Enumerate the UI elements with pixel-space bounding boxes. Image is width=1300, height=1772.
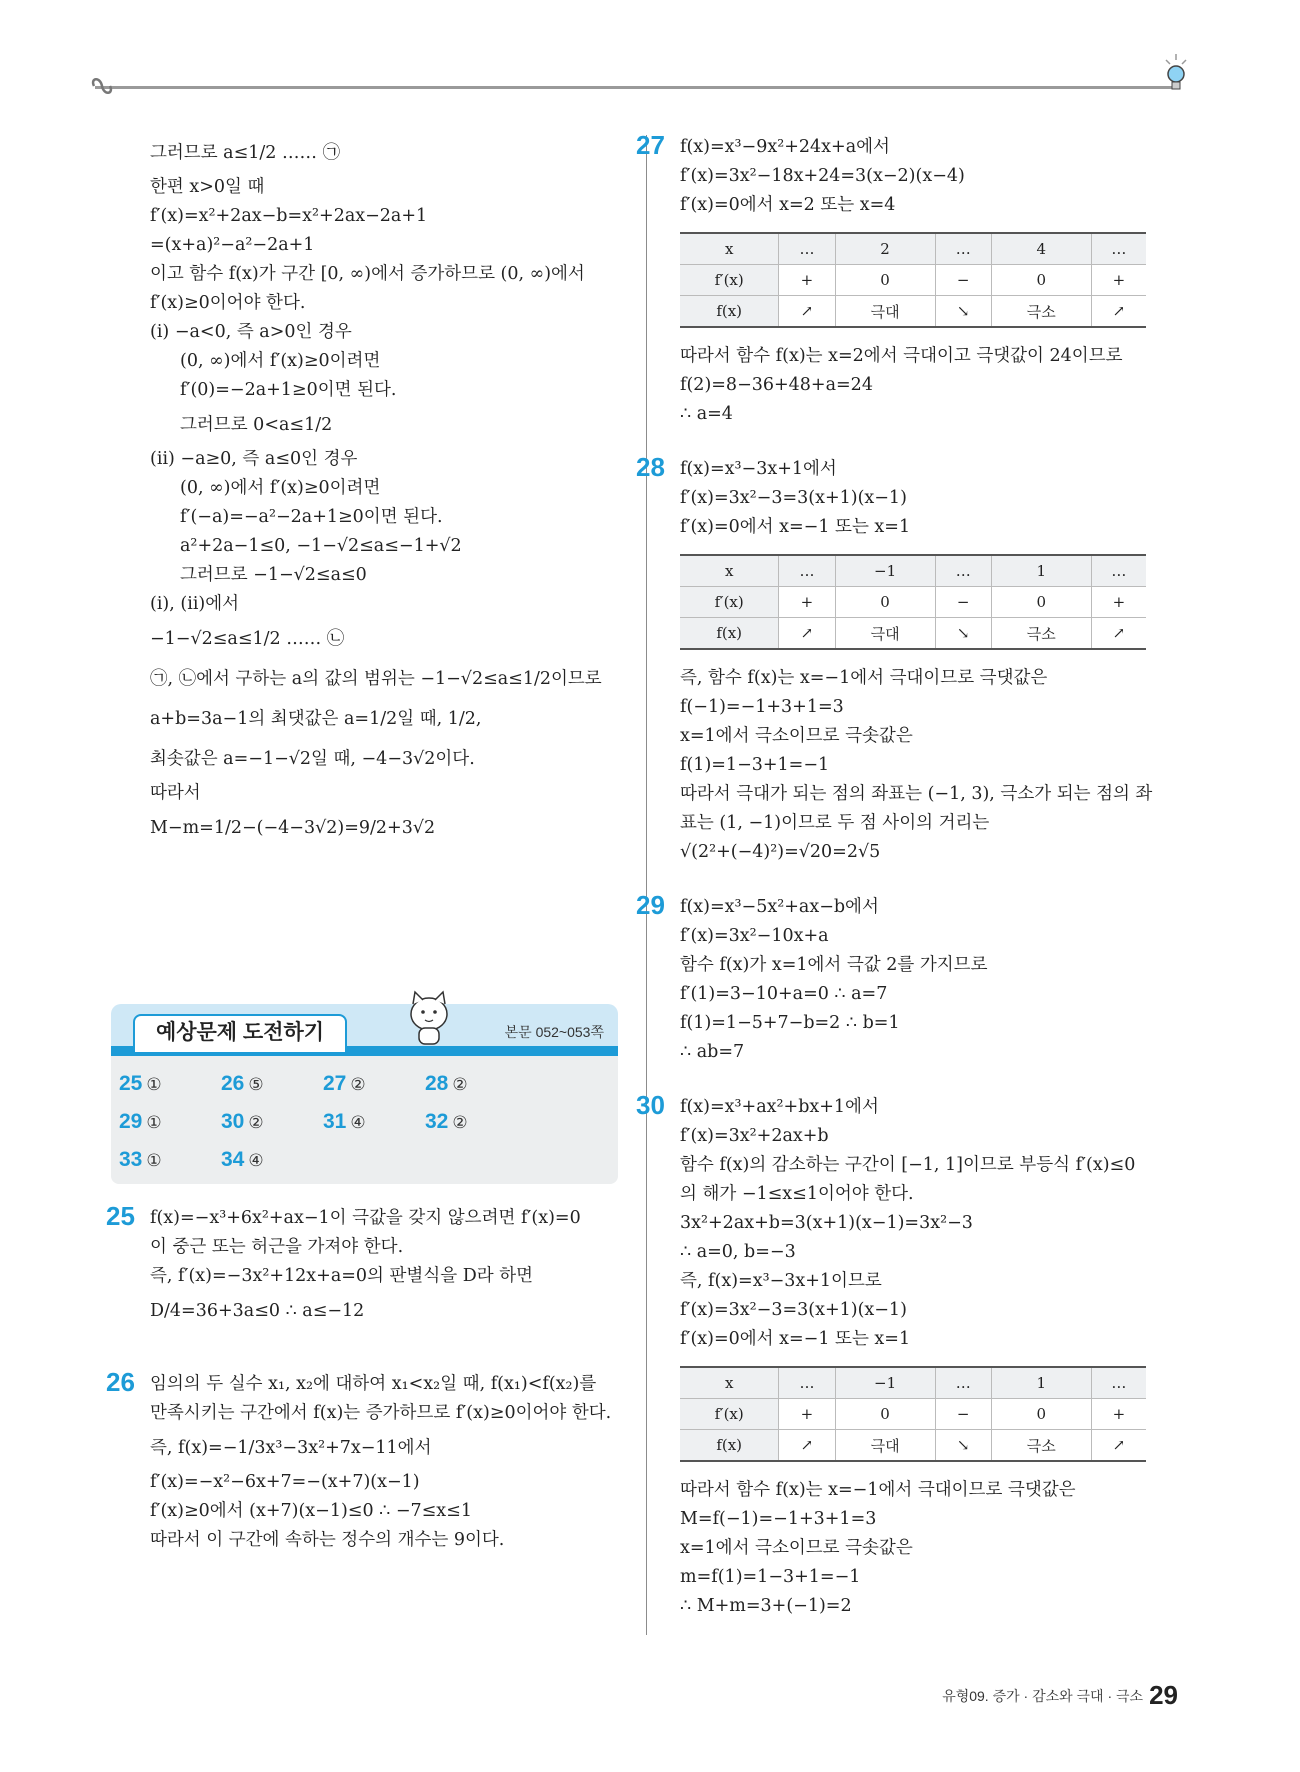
table-cell: f′(x) (680, 1399, 779, 1430)
solution-line: 따라서 극대가 되는 점의 좌표는 (−1, 3), 극소가 되는 점의 좌 (680, 784, 1153, 804)
solution-line: f(x)=−x³+6x²+ax−1이 극값을 갖지 않으려면 f′(x)=0 (150, 1208, 581, 1228)
answer-grid (111, 1056, 618, 1184)
solution-line: 이 중근 또는 허근을 가져야 한다. (150, 1237, 404, 1257)
table-cell: ↗ (779, 1430, 835, 1462)
solution-line: x=1에서 극소이므로 극솟값은 (680, 1538, 913, 1558)
solution-line: 그러므로 a≤1/2 …… ㉠ (150, 143, 341, 163)
problem-30 (636, 1090, 1180, 1621)
preview-title: 예상문제 도전하기 (133, 1014, 347, 1052)
table-cell: … (779, 1367, 835, 1399)
solution-line: f′(0)=−2a+1≥0이면 된다. (180, 380, 397, 400)
sign-table (680, 232, 1146, 328)
table-row (680, 233, 1146, 265)
solution-line: (0, ∞)에서 f′(x)≥0이려면 (180, 351, 381, 371)
table-cell: − (935, 587, 991, 618)
solution-line: f(1)=1−5+7−b=2 ∴ b=1 (680, 1013, 900, 1033)
solution-line: a²+2a−1≤0, −1−√2≤a≤−1+√2 (180, 536, 462, 556)
solution-line: ㉠, ㉡에서 구하는 a의 값의 범위는 −1−√2≤a≤1/2이므로 (150, 669, 602, 689)
answer-item: 32 ② (425, 1110, 468, 1133)
lightbulb-icon (1163, 52, 1189, 98)
solution-line: D/4=36+3a≤0 ∴ a≤−12 (150, 1301, 365, 1321)
table-cell: … (935, 555, 991, 587)
table-cell: ↗ (1091, 296, 1146, 328)
table-cell: + (1091, 587, 1146, 618)
right-column (636, 130, 1180, 1621)
problem-28 (636, 452, 1180, 867)
solution-line: 함수 f(x)가 x=1에서 극값 2를 가지므로 (680, 955, 988, 975)
table-cell: 1 (991, 1367, 1091, 1399)
cat-mascot-icon (401, 988, 457, 1050)
table-cell: ↗ (1091, 1430, 1146, 1462)
table-cell: x (680, 1367, 779, 1399)
table-cell: … (779, 233, 835, 265)
table-row (680, 265, 1146, 296)
table-cell: 0 (835, 265, 935, 296)
table-cell: … (1091, 233, 1146, 265)
table-cell: + (1091, 1399, 1146, 1430)
problem-number: 28 (636, 452, 665, 482)
problem-25 (106, 1201, 620, 1331)
ribbon-icon (88, 74, 118, 98)
table-row (680, 555, 1146, 587)
solution-line: M−m=1/2−(−4−3√2)=9/2+3√2 (150, 818, 436, 838)
table-cell: 극대 (835, 296, 935, 328)
solution-line: f(2)=8−36+48+a=24 (680, 375, 873, 395)
problem-number: 26 (106, 1367, 135, 1397)
table-cell: 0 (835, 1399, 935, 1430)
solution-line: =(x+a)²−a²−2a+1 (150, 235, 315, 255)
table-cell: + (779, 1399, 835, 1430)
preview-answer-box (111, 1004, 618, 1184)
answer-item: 26 ⑤ (221, 1072, 264, 1095)
solution-line: 즉, f(x)=−1/3x³−3x²+7x−11에서 (150, 1438, 432, 1458)
table-cell: −1 (835, 1367, 935, 1399)
table-cell: 극소 (991, 1430, 1091, 1462)
table-cell: … (779, 555, 835, 587)
solution-line: f′(x)=−x²−6x+7=−(x+7)(x−1) (150, 1472, 420, 1492)
answer-item: 28 ② (425, 1072, 468, 1095)
solution-line: f′(x)=3x²−10x+a (680, 926, 829, 946)
solution-line: (ⅰ), (ⅱ)에서 (150, 594, 240, 614)
page-number: 29 (1149, 1680, 1178, 1710)
solution-line: 3x²+2ax+b=3(x+1)(x−1)=3x²−3 (680, 1213, 973, 1233)
table-cell: 1 (991, 555, 1091, 587)
solution-line: f′(x)=x²+2ax−b=x²+2ax−2a+1 (150, 206, 428, 226)
table-cell: ↘ (935, 296, 991, 328)
table-cell: x (680, 555, 779, 587)
solution-line: f′(x)=0에서 x=−1 또는 x=1 (680, 517, 911, 537)
sign-table (680, 554, 1146, 650)
solution-line: f′(x)=3x²−18x+24=3(x−2)(x−4) (680, 166, 965, 186)
table-cell: + (1091, 265, 1146, 296)
table-cell: 극소 (991, 618, 1091, 650)
table-row (680, 1430, 1146, 1462)
solution-line: (ⅱ) −a≥0, 즉 a≤0인 경우 (150, 449, 358, 469)
answer-item: 31 ④ (323, 1110, 366, 1133)
table-cell: 2 (835, 233, 935, 265)
solution-line: 즉, f′(x)=−3x²+12x+a=0의 판별식을 D라 하면 (150, 1266, 534, 1286)
left-column (150, 133, 620, 848)
solution-line: ∴ ab=7 (680, 1042, 745, 1062)
problem-number: 30 (636, 1090, 665, 1120)
table-cell: 극대 (835, 618, 935, 650)
solution-line: f(x)=x³+ax²+bx+1에서 (680, 1097, 879, 1117)
solution-line: f(x)=x³−5x²+ax−b에서 (680, 897, 879, 917)
table-cell: … (1091, 1367, 1146, 1399)
solution-line: (0, ∞)에서 f′(x)≥0이려면 (180, 478, 381, 498)
solution-line: 그러므로 0<a≤1/2 (180, 415, 333, 435)
solution-line: −1−√2≤a≤1/2 …… ㉡ (150, 629, 345, 649)
solution-line: ∴ M+m=3+(−1)=2 (680, 1596, 852, 1616)
solution-line: 따라서 함수 f(x)는 x=2에서 극대이고 극댓값이 24이므로 (680, 346, 1123, 366)
table-row (680, 1399, 1146, 1430)
solution-line: (ⅰ) −a<0, 즉 a>0인 경우 (150, 322, 352, 342)
solution-line: 따라서 함수 f(x)는 x=−1에서 극대이므로 극댓값은 (680, 1480, 1076, 1500)
table-cell: − (935, 265, 991, 296)
table-row (680, 296, 1146, 328)
solution-line: f(−1)=−1+3+1=3 (680, 697, 844, 717)
table-cell: 0 (835, 587, 935, 618)
solution-line: 만족시키는 구간에서 f(x)는 증가하므로 f′(x)≥0이어야 한다. (150, 1403, 612, 1423)
solution-line: f′(−a)=−a²−2a+1≥0이면 된다. (180, 507, 443, 527)
answer-item: 25 ① (119, 1072, 162, 1095)
table-cell: ↘ (935, 618, 991, 650)
sign-table (680, 1366, 1146, 1462)
solution-line: 따라서 이 구간에 속하는 정수의 개수는 9이다. (150, 1530, 505, 1550)
solution-line: 그러므로 −1−√2≤a≤0 (180, 565, 367, 585)
table-cell: 극소 (991, 296, 1091, 328)
problem-number: 25 (106, 1201, 135, 1231)
solution-line: a+b=3a−1의 최댓값은 a=1/2일 때, 1/2, (150, 709, 482, 729)
table-row (680, 618, 1146, 650)
table-row (680, 1367, 1146, 1399)
solution-line: √(2²+(−4)²)=√20=2√5 (680, 842, 881, 862)
solution-line: f′(x)=3x²−3=3(x+1)(x−1) (680, 488, 907, 508)
answer-item: 27 ② (323, 1072, 366, 1095)
problem-number: 29 (636, 890, 665, 920)
table-cell: f′(x) (680, 265, 779, 296)
solution-line: 의 해가 −1≤x≤1이어야 한다. (680, 1184, 914, 1204)
solution-line: 한편 x>0일 때 (150, 177, 265, 197)
solution-line: 이고 함수 f(x)가 구간 [0, ∞)에서 증가하므로 (0, ∞)에서 (150, 264, 585, 284)
solution-line: f(x)=x³−3x+1에서 (680, 459, 837, 479)
solution-line: 표는 (1, −1)이므로 두 점 사이의 거리는 (680, 813, 990, 833)
table-cell: … (935, 1367, 991, 1399)
solution-line: f(1)=1−3+1=−1 (680, 755, 830, 775)
table-cell: −1 (835, 555, 935, 587)
table-cell: x (680, 233, 779, 265)
table-cell: f(x) (680, 618, 779, 650)
preview-page-ref: 본문 052~053쪽 (504, 1024, 604, 1040)
table-cell: … (935, 233, 991, 265)
table-cell: ↗ (1091, 618, 1146, 650)
header-rule (95, 86, 1173, 89)
column-divider (646, 135, 647, 1635)
answer-item: 34 ④ (221, 1148, 264, 1171)
solution-line: f′(x)=0에서 x=−1 또는 x=1 (680, 1329, 911, 1349)
solution-line: f′(x)≥0에서 (x+7)(x−1)≤0 ∴ −7≤x≤1 (150, 1501, 472, 1521)
table-cell: ↘ (935, 1430, 991, 1462)
page-footer (942, 1680, 1178, 1711)
solution-line: 따라서 (150, 783, 201, 803)
problem-26 (106, 1367, 620, 1555)
solution-line: 임의의 두 실수 x₁, x₂에 대하여 x₁<x₂일 때, f(x₁)<f(x₂)를 (150, 1374, 597, 1394)
solution-line: ∴ a=4 (680, 404, 733, 424)
table-cell: + (779, 265, 835, 296)
table-cell: 0 (991, 265, 1091, 296)
problem-29 (636, 890, 1180, 1067)
table-cell: ↗ (779, 296, 835, 328)
table-cell: + (779, 587, 835, 618)
answer-item: 33 ① (119, 1148, 162, 1171)
table-cell: f′(x) (680, 587, 779, 618)
problem-27 (636, 130, 1180, 429)
table-cell: … (1091, 555, 1146, 587)
table-cell: 0 (991, 1399, 1091, 1430)
table-cell: f(x) (680, 296, 779, 328)
solution-line: M=f(−1)=−1+3+1=3 (680, 1509, 877, 1529)
solution-line: f′(x)≥0이어야 한다. (150, 293, 306, 313)
solution-line: m=f(1)=1−3+1=−1 (680, 1567, 861, 1587)
table-cell: 0 (991, 587, 1091, 618)
table-cell: − (935, 1399, 991, 1430)
solution-line: f′(x)=3x²−3=3(x+1)(x−1) (680, 1300, 907, 1320)
solution-line: f′(1)=3−10+a=0 ∴ a=7 (680, 984, 888, 1004)
solution-line: 최솟값은 a=−1−√2일 때, −4−3√2이다. (150, 749, 475, 769)
chapter-label: 유형09. 증가 · 감소와 극대 · 극소 (942, 1688, 1144, 1704)
answer-item: 29 ① (119, 1110, 162, 1133)
solution-line: f′(x)=3x²+2ax+b (680, 1126, 829, 1146)
solution-line: 즉, f(x)=x³−3x+1이므로 (680, 1271, 882, 1291)
table-row (680, 587, 1146, 618)
solution-line: x=1에서 극소이므로 극솟값은 (680, 726, 913, 746)
table-cell: 극대 (835, 1430, 935, 1462)
solution-line: 함수 f(x)의 감소하는 구간이 [−1, 1]이므로 부등식 f′(x)≤0 (680, 1155, 1136, 1175)
problem-number: 27 (636, 130, 665, 160)
answer-item: 30 ② (221, 1110, 264, 1133)
table-cell: f(x) (680, 1430, 779, 1462)
solution-line: f′(x)=0에서 x=2 또는 x=4 (680, 195, 896, 215)
solution-line: ∴ a=0, b=−3 (680, 1242, 796, 1262)
solution-line: 즉, 함수 f(x)는 x=−1에서 극대이므로 극댓값은 (680, 668, 1048, 688)
table-cell: 4 (991, 233, 1091, 265)
solution-line: f(x)=x³−9x²+24x+a에서 (680, 137, 890, 157)
table-cell: ↗ (779, 618, 835, 650)
